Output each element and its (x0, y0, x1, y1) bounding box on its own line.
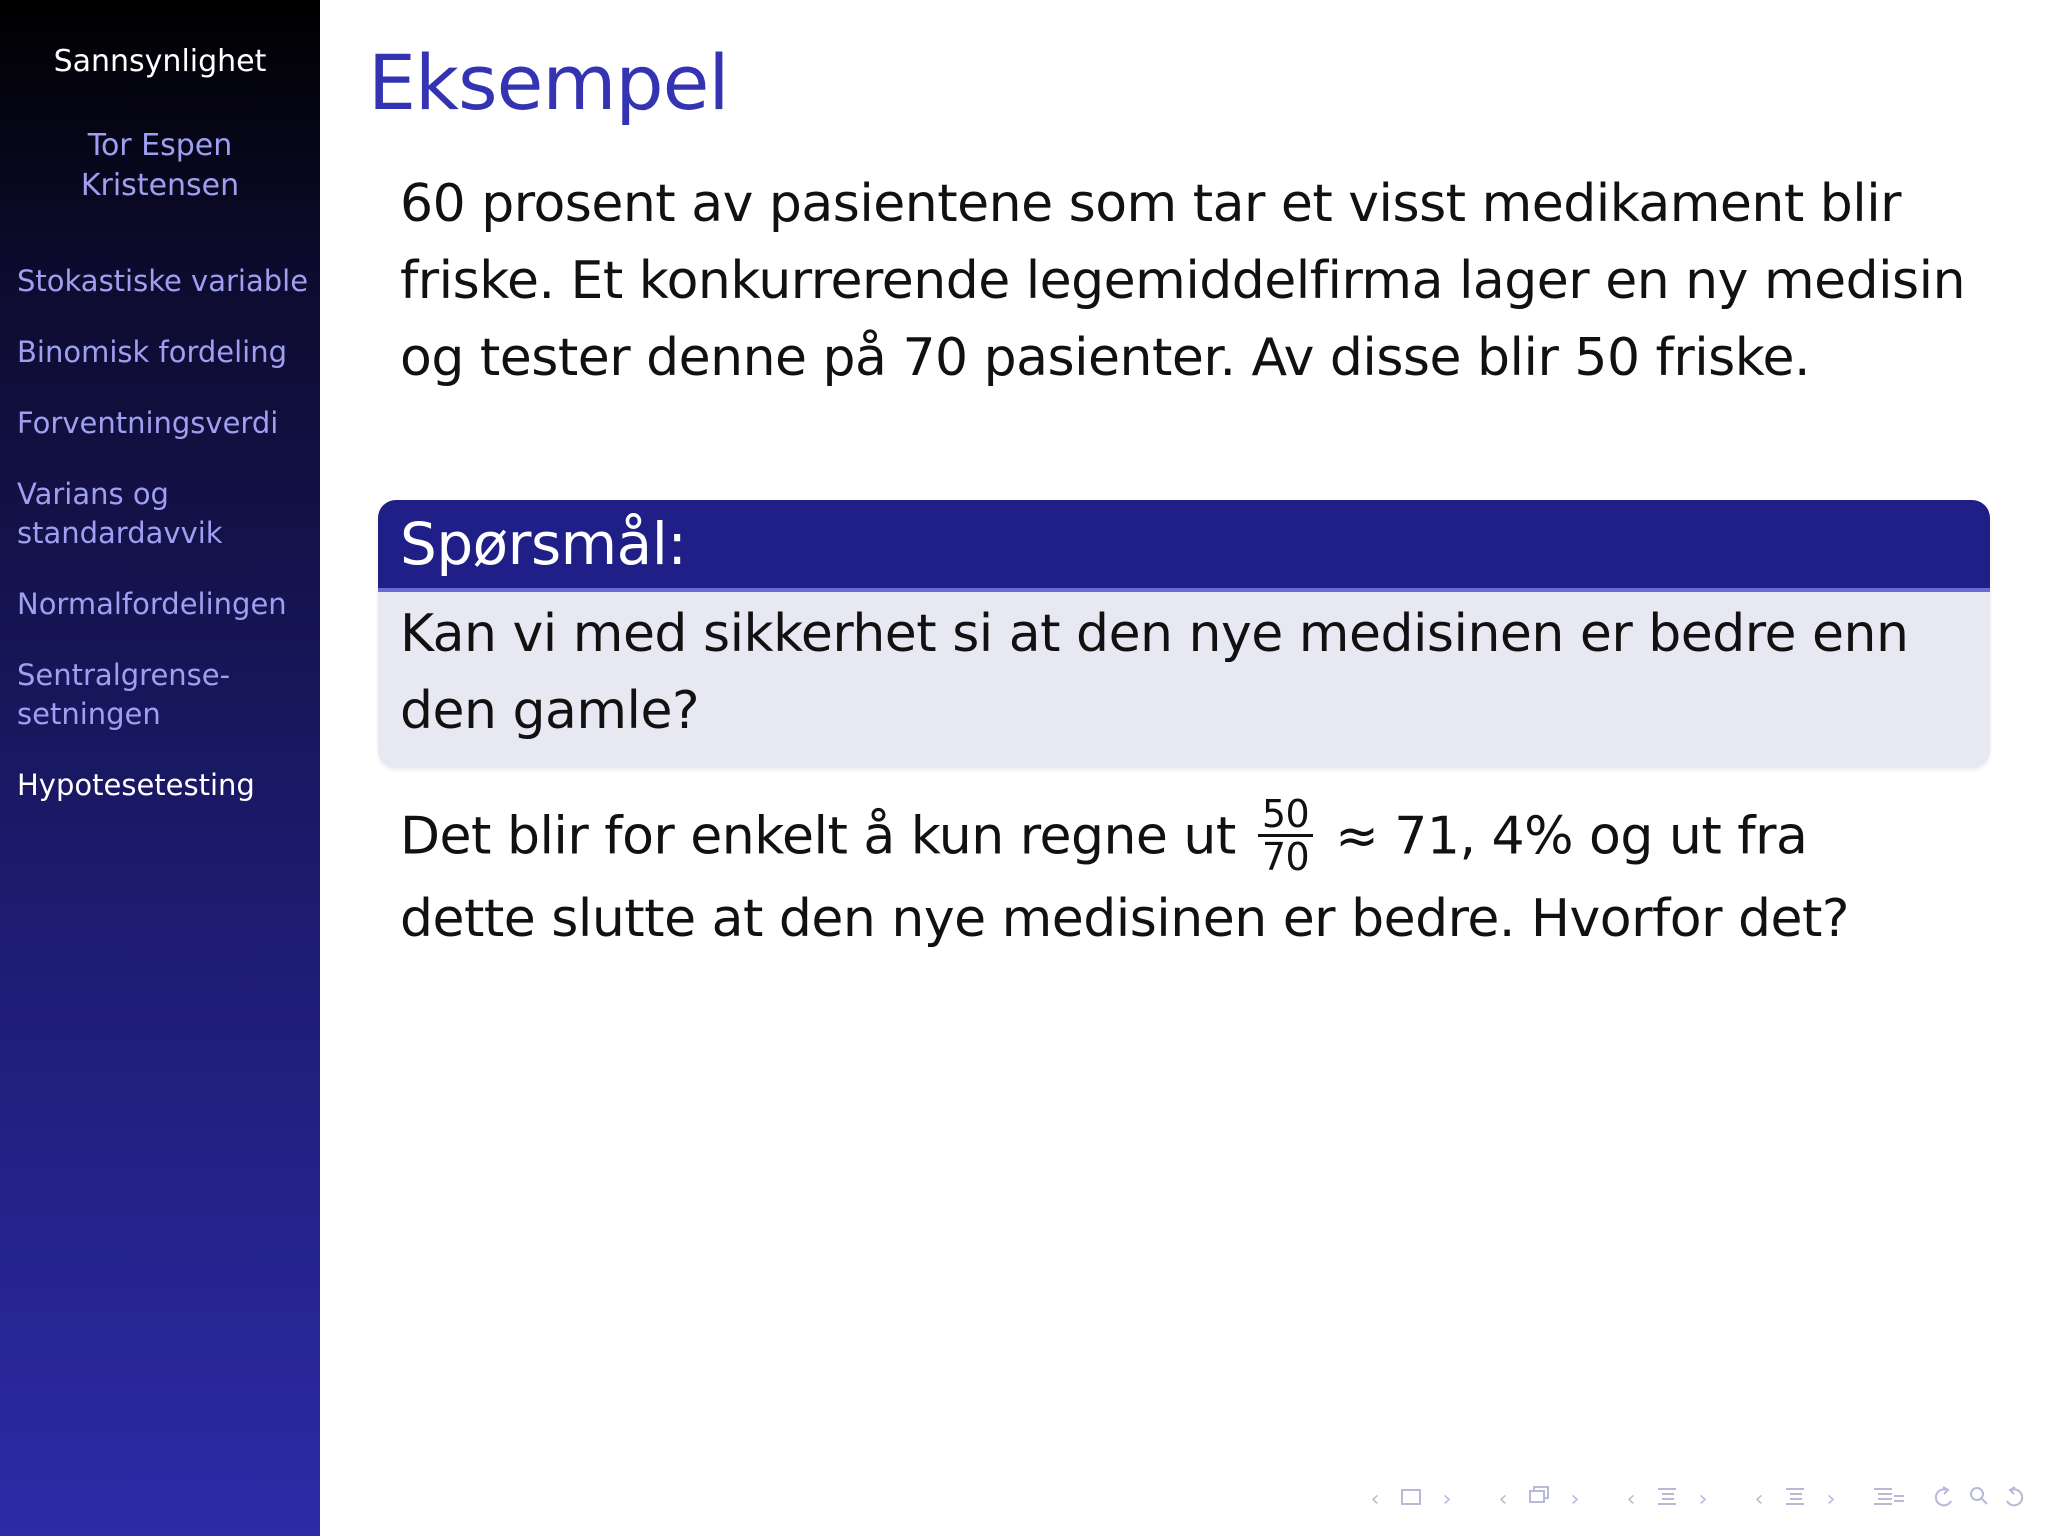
question-block-title: Spørsmål: (378, 500, 1990, 592)
nav-item-stokastiske-variable[interactable]: Stokastiske variable (17, 264, 309, 298)
arrow-right-icon[interactable]: › (1826, 1487, 1836, 1512)
sidebar (0, 0, 320, 1536)
arrow-right-icon[interactable]: › (1442, 1487, 1452, 1512)
intro-paragraph: 60 prosent av pasientene som tar et visst medikament blir friske. Et konkurrerende legemiddelfirma lager en ny medisin og tester denne på 70 pasienter. Av disse blir 50 friske. (400, 174, 1966, 388)
back-icon[interactable] (1928, 1485, 1958, 1515)
fraction-numerator: 50 (1258, 794, 1313, 837)
toc-icon[interactable] (1872, 1485, 1902, 1515)
question-block-body: Kan vi med sikkerhet si at den nye medisinen er bedre enn den gamle? (400, 604, 1909, 741)
question-block (378, 500, 1990, 768)
arrow-right-icon[interactable]: › (1570, 1487, 1580, 1512)
nav-item-varians-og-standardavvik[interactable]: Varians og standardavvik (17, 477, 223, 550)
subsection-icon[interactable] (1524, 1485, 1554, 1515)
nav-item-forventningsverdi[interactable]: Forventningsverdi (17, 406, 279, 440)
nav-item-hypotesetesting[interactable]: Hypotesetesting (17, 768, 255, 802)
conclusion-text-after-fraction: ≈ 71, 4% og ut fra (1319, 806, 1808, 867)
nav-item-binomisk-fordeling[interactable]: Binomisk fordeling (17, 335, 288, 369)
search-icon[interactable] (1964, 1485, 1994, 1515)
conclusion-text-start: Det blir for enkelt å kun regne ut (400, 806, 1252, 867)
document-icon[interactable] (1780, 1485, 1810, 1515)
conclusion-paragraph (400, 792, 1980, 958)
nav-item-normalfordelingen[interactable]: Normalfordelingen (17, 587, 287, 621)
arrow-left-icon[interactable]: ‹ (1498, 1487, 1508, 1512)
nav-item-sentralgrensesetningen[interactable]: Sentralgrense- setningen (17, 658, 231, 731)
fraction (1258, 794, 1313, 877)
arrow-right-icon[interactable]: › (1698, 1487, 1708, 1512)
presentation-title[interactable]: Sannsynlighet (53, 44, 267, 79)
arrow-left-icon[interactable]: ‹ (1754, 1487, 1764, 1512)
author-name: Tor Espen Kristensen (80, 128, 240, 203)
frame-icon[interactable] (1396, 1485, 1426, 1515)
section-navigation (17, 262, 313, 837)
arrow-left-icon[interactable]: ‹ (1370, 1487, 1380, 1512)
arrow-left-icon[interactable]: ‹ (1626, 1487, 1636, 1512)
forward-icon[interactable] (2000, 1485, 2030, 1515)
section-icon[interactable] (1652, 1485, 1682, 1515)
fraction-denominator: 70 (1261, 835, 1310, 879)
frame-title: Eksempel (368, 38, 729, 127)
conclusion-text-line2: dette slutte at den nye medisinen er bedre. Hvorfor det? (400, 889, 1849, 949)
beamer-navigation-bar (1360, 1480, 2030, 1520)
